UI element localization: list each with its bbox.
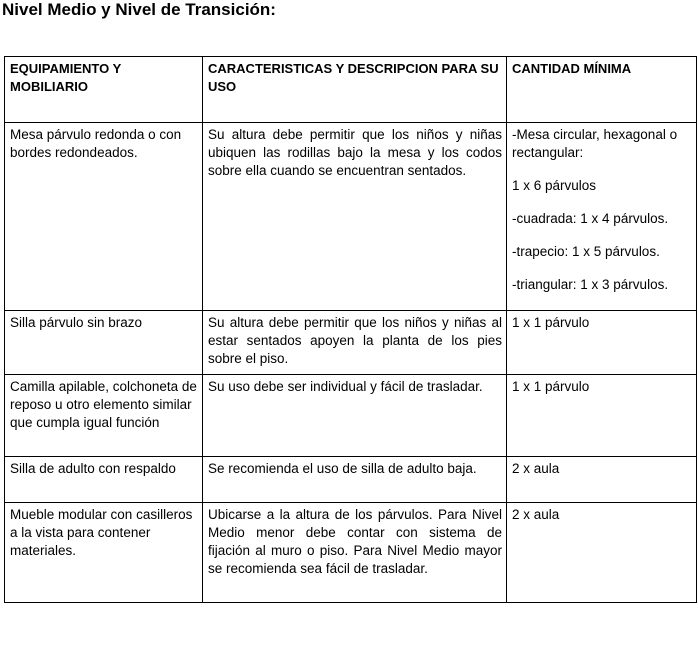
header-description: CARACTERISTICAS Y DESCRIPCION PARA SU USO [203,57,507,123]
cell-quantity: 1 x 1 párvulo [507,375,697,457]
table-header-row [5,57,697,123]
cell-item: Silla párvulo sin brazo [5,311,203,375]
cell-quantity: 1 x 1 párvulo [507,311,697,375]
quantity-line: -trapecio: 1 x 5 párvulos. [512,244,660,259]
page-heading: Nivel Medio y Nivel de Transición: [2,0,276,19]
table-row [5,375,697,457]
header-equipment: EQUIPAMIENTO Y MOBILIARIO [5,57,203,123]
cell-item: Silla de adulto con respaldo [5,457,203,503]
cell-description: Su altura debe permitir que los niños y niñas al estar sentados apoyen la planta de los pies sobre el piso. [203,311,507,375]
equipment-table [4,56,697,603]
cell-description: Su altura debe permitir que los niños y niñas ubiquen las rodillas bajo la mesa y los codos sobre ella cuando se encuentran sentados. [203,123,507,311]
table-row [5,457,697,503]
table-row [5,123,697,311]
cell-quantity: 2 x aula [507,503,697,603]
quantity-line: -Mesa circular, hexagonal o rectangular: [512,127,678,160]
table-row [5,311,697,375]
table-row [5,503,697,603]
cell-item: Mueble modular con casilleros a la vista para contener materiales. [5,503,203,603]
quantity-line: 1 x 6 párvulos [512,178,597,193]
cell-item: Mesa párvulo redonda o con bordes redondeados. [5,123,203,311]
cell-quantity: 2 x aula [507,457,697,503]
cell-description: Se recomienda el uso de silla de adulto baja. [203,457,507,503]
cell-quantity [507,123,697,311]
quantity-line: -cuadrada: 1 x 4 párvulos. [512,211,669,226]
quantity-line: -triangular: 1 x 3 párvulos. [512,277,669,292]
cell-description: Su uso debe ser individual y fácil de trasladar. [203,375,507,457]
header-quantity: CANTIDAD MÍNIMA [507,57,697,123]
cell-description: Ubicarse a la altura de los párvulos. Para Nivel Medio menor debe contar con sistema de fijación al muro o piso. Para Nivel Medio mayor se recomienda sea fácil de trasladar. [203,503,507,603]
cell-item: Camilla apilable, colchoneta de reposo u otro elemento similar que cumpla igual función [5,375,203,457]
